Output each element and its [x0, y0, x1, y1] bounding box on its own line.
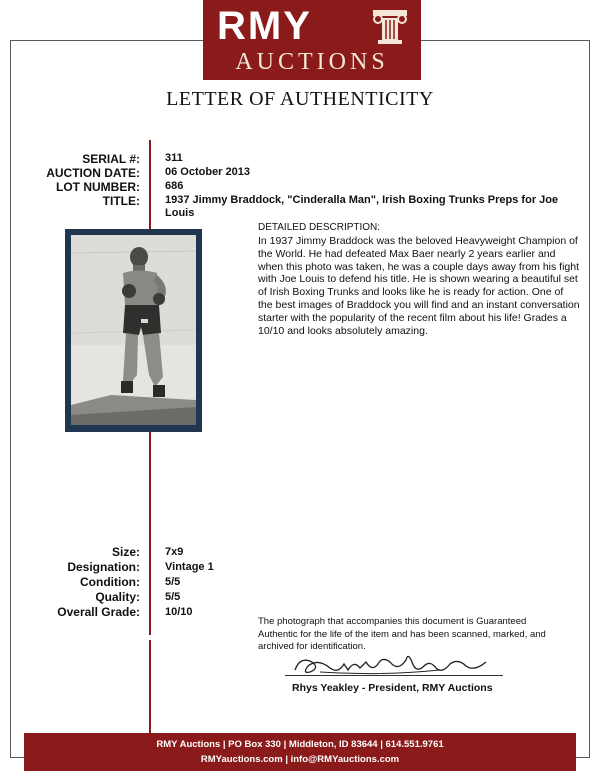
page-title: LETTER OF AUTHENTICITY	[166, 88, 434, 110]
description-text: In 1937 Jimmy Braddock was the beloved Heavyweight Champion of the World. He had defeated Max Baer nearly 2 years earlier and when this photo was taken, he was a couple days away from his fight with Joe Louis to defend his title. He is shown wearing a beautiful set of Irish Boxing Trunks and looks like he is ready for action. One of the best images of Braddock you will find and an instant conversation starter with the popularity of the recent film about his life! Grades a 10/10 and looks absolutely amazing.	[258, 235, 580, 337]
logo-rmy-text: RMY	[217, 4, 312, 48]
guarantee-text: The photograph that accompanies this document is Guaranteed Authentic for the life of the item and has been scanned, marked, and archived for identification.	[258, 616, 546, 652]
signature-image	[290, 648, 500, 678]
boxer-illustration	[71, 235, 196, 425]
auction-date-label: AUCTION DATE:	[46, 166, 140, 180]
title-value-line1: 1937 Jimmy Braddock, "Cinderalla Man", Irish Boxing Trunks Preps for Joe	[165, 194, 559, 206]
photo-image	[71, 235, 196, 425]
description-heading: DETAILED DESCRIPTION:	[258, 222, 381, 233]
designation-label: Designation:	[67, 560, 140, 574]
title-value-line2: Louis	[165, 207, 195, 219]
quality-value: 5/5	[165, 591, 181, 603]
size-value: 7x9	[165, 546, 184, 558]
condition-label: Condition:	[80, 575, 140, 589]
designation-value: Vintage 1	[165, 561, 214, 573]
title-label: TITLE:	[102, 194, 140, 208]
auction-date-value: 06 October 2013	[165, 166, 250, 178]
logo-auctions-text: AUCTIONS	[235, 49, 389, 75]
column-icon	[371, 8, 409, 46]
footer-bar	[24, 733, 576, 771]
size-label: Size:	[111, 545, 140, 559]
boxer-photo	[65, 229, 202, 432]
signature-line	[285, 675, 503, 676]
lot-number-label: LOT NUMBER:	[56, 180, 140, 194]
footer-address: RMY Auctions | PO Box 330 | Middleton, ID 83644 | 614.551.9761	[156, 739, 444, 750]
condition-value: 5/5	[165, 576, 181, 588]
divider-line	[149, 640, 151, 744]
footer-contact: RMYauctions.com | info@RMYauctions.com	[200, 754, 400, 765]
rmy-auctions-logo	[203, 0, 421, 80]
serial-label: SERIAL #:	[82, 152, 140, 166]
overall-grade-value: 10/10	[165, 606, 193, 618]
signer-name: Rhys Yeakley - President, RMY Auctions	[292, 682, 493, 694]
lot-number-value: 686	[165, 180, 184, 192]
serial-value: 311	[165, 152, 183, 164]
quality-label: Quality:	[95, 590, 140, 604]
overall-grade-label: Overall Grade:	[57, 605, 140, 619]
